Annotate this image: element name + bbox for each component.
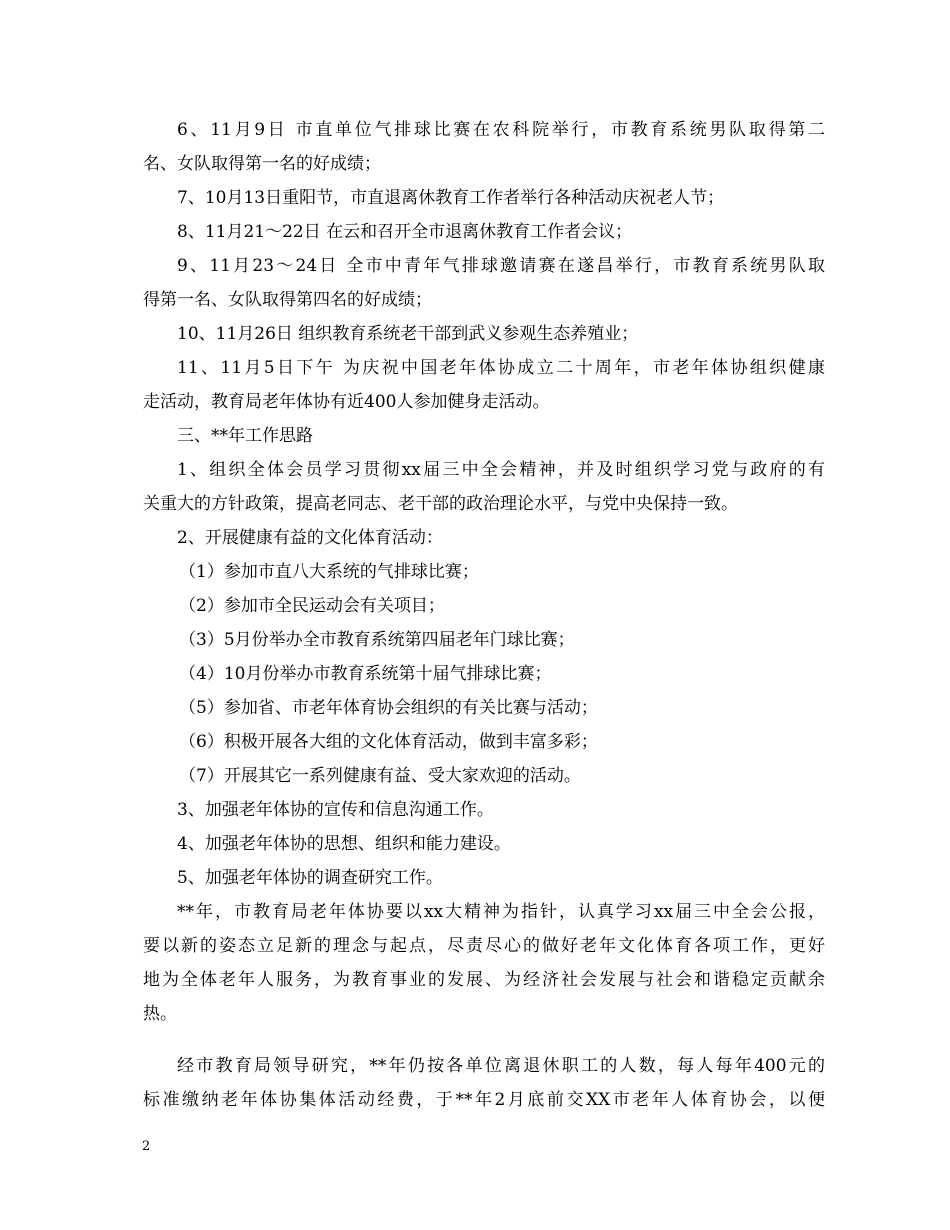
list-item: （5）参加省、市老年体育协会组织的有关比赛与活动；: [179, 698, 598, 718]
paragraph-line: 4、加强老年体协的思想、组织和能力建设。: [177, 834, 511, 854]
document-body: [143, 113, 825, 1117]
list-item: （3）5月份举办全市教育系统第四届老年门球比赛；: [179, 630, 575, 650]
paragraph-line: 标准缴纳老年体协集体活动经费，于**年2月底前交XX市老年人体育协会，以便: [143, 1090, 825, 1110]
paragraph-line: 9、11月23～24日 全市中青年气排球邀请赛在遂昌举行，市教育系统男队取: [177, 256, 825, 276]
section-heading: 三、**年工作思路: [177, 426, 313, 446]
list-item: （1）参加市直八大系统的气排球比赛；: [179, 562, 479, 582]
paragraph-line: **年，市教育局老年体协要以xx大精神为指针，认真学习xx届三中全会公报，: [177, 902, 825, 922]
paragraph-line: 地为全体老年人服务，为教育事业的发展、为经济社会发展与社会和谐稳定贡献余: [143, 970, 825, 990]
page-number: 2: [142, 1139, 151, 1154]
list-item: （4）10月份举办市教育系统第十届气排球比赛；: [179, 664, 552, 684]
paragraph-line: 11、11月5日下午 为庆祝中国老年体协成立二十周年，市老年体协组织健康: [177, 358, 825, 378]
list-item: （6）积极开展各大组的文化体育活动，做到丰富多彩；: [179, 732, 598, 752]
paragraph-line: 经市教育局领导研究，**年仍按各单位离退休职工的人数，每人每年400元的: [177, 1056, 825, 1076]
paragraph-line: 得第一名、女队取得第四名的好成绩；: [143, 290, 432, 310]
paragraph-line: 7、10月13日重阳节，市直退离休教育工作者举行各种活动庆祝老人节；: [177, 188, 725, 208]
paragraph-line: 2、开展健康有益的文化体育活动：: [177, 528, 443, 548]
list-item: （2）参加市全民运动会有关项目；: [179, 596, 445, 616]
paragraph-line: 5、加强老年体协的调查研究工作。: [177, 868, 443, 888]
paragraph-line: 10、11月26日 组织教育系统老干部到武义参观生态养殖业；: [177, 324, 639, 344]
paragraph-line: 热。: [143, 1004, 177, 1024]
paragraph-line: 8、11月21～22日 在云和召开全市退离休教育工作者会议；: [177, 222, 633, 242]
paragraph-line: 走活动，教育局老年体协有近400人参加健身走活动。: [143, 392, 550, 412]
paragraph-line: 6、11月9日 市直单位气排球比赛在农科院举行，市教育系统男队取得第二: [177, 120, 825, 140]
paragraph-line: 3、加强老年体协的宣传和信息沟通工作。: [177, 800, 494, 820]
paragraph-line: 名、女队取得第一名的好成绩；: [143, 154, 381, 174]
list-item: （7）开展其它一系列健康有益、受大家欢迎的活动。: [179, 766, 581, 786]
paragraph-line: 要以新的姿态立足新的理念与起点，尽责尽心的做好老年文化体育各项工作，更好: [143, 936, 825, 956]
paragraph-line: 1、组织全体会员学习贯彻xx届三中全会精神，并及时组织学习党与政府的有: [177, 460, 825, 480]
paragraph-line: 关重大的方针政策，提高老同志、老干部的政治理论水平，与党中央保持一致。: [143, 494, 738, 514]
paragraph-gap: [143, 1031, 825, 1049]
